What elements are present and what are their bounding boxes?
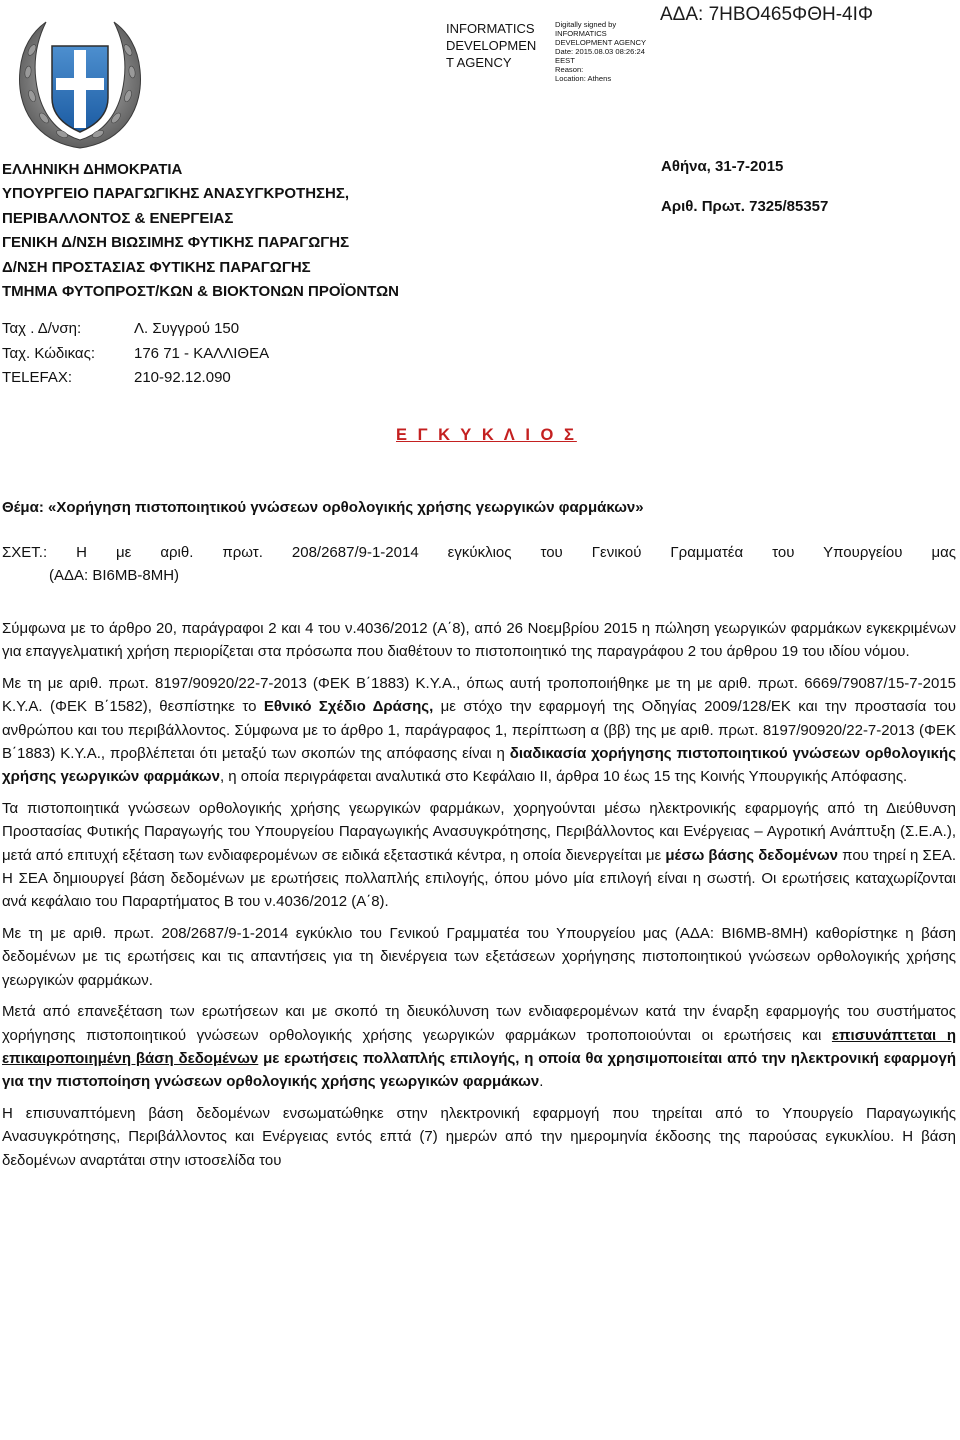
signature-detail-line: EEST (555, 56, 575, 65)
signature-agency-name (446, 20, 556, 71)
signature-detail-line: Reason: (555, 65, 584, 74)
body-paragraph: Σύμφωνα με το άρθρο 20, παράγραφοι 2 και 4 του ν.4036/2012 (Α΄8), από 26 Νοεμβρίου 2015 η πώληση γεωργικών φαρμάκων εγκεκριμένων για επαγγελματική χρήση περιορίζεται στα πρόσωπα που διαθέτουν το πιστοποιητικό της παραγράφου 2 του άρθρου 19 του ιδίου νόμου. (2, 620, 956, 661)
bold-underlined-text: επισυνάπτεται η επικαιροποιημένη βάση δεδομένων (2, 1026, 956, 1067)
signature-agency-line: DEVELOPMEN (446, 38, 537, 53)
issuer-line: Δ/ΝΣΗ ΠΡΟΣΤΑΣΙΑΣ ΦΥΤΙΚΗΣ ΠΑΡΑΓΩΓΗΣ (2, 258, 311, 276)
text-run: Μετά από επανεξέταση των ερωτήσεων και με σκοπό τη διευκόλυνση των ενδιαφερομένων κατά την έναρξη εφαρμογής του συστήματος χορήγησης πιστοποιητικού γνώσεων ορθολογικής χρήσης γεωργικών φαρμάκων τροποποιούνται οι ερωτήσεις και (2, 1003, 956, 1044)
bold-text: με ερωτήσεις πολλαπλής επιλογής, η οποία θα χρησιμοποιείται από την ηλεκτρονική εφαρμογή για την πιστοποίηση γνώσεων ορθολογικής χρήσης γεωργικών φαρμάκων (2, 1049, 956, 1091)
text-run: με στόχο την εφαρμογή της Οδηγίας 2009/128/ΕΚ και την προστασία του ανθρώπου και του περιβάλλοντος. Σύμφωνα με το άρθρο 1, παράγραφος 1, περίπτωση α (ββ) της με αριθ. πρωτ. 8197/90920/22-7-2013 (ΦΕΚ Β΄1883) Κ.Υ.Α., προβλέπεται ότι μεταξύ των σκοπών της απόφασης είναι η (2, 698, 956, 763)
protocol-number: Αριθ. Πρωτ. 7325/85357 (661, 198, 829, 215)
contact-value: 210-92.12.090 (134, 369, 231, 386)
document-info (661, 158, 828, 215)
document-body (2, 617, 956, 1172)
document-date: Αθήνα, 31-7-2015 (661, 158, 784, 175)
ada-code: ΑΔΑ: 7ΗΒΟ465ΦΘΗ-4ΙΦ (660, 4, 874, 25)
contact-label: Ταχ . Δ/νση: (2, 320, 82, 337)
document-title: Ε Γ Κ Υ Κ Λ Ι Ο Σ (396, 426, 577, 444)
reference-line: (ΑΔΑ: ΒΙ6ΜΒ-8ΜΗ) (49, 567, 180, 584)
issuer-line: ΓΕΝΙΚΗ Δ/ΝΣΗ ΒΙΩΣΙΜΗΣ ΦΥΤΙΚΗΣ ΠΑΡΑΓΩΓΗΣ (2, 234, 350, 252)
reference-block (2, 541, 956, 587)
greek-emblem-icon (6, 10, 154, 158)
issuer-line: ΤΜΗΜΑ ΦΥΤΟΠΡΟΣΤ/ΚΩΝ & ΒΙΟΚΤΟΝΩΝ ΠΡΟΪΟΝΤΩΝ (2, 283, 399, 301)
contact-row (2, 366, 269, 391)
contact-value: 176 71 - ΚΑΛΛΙΘΕΑ (134, 344, 270, 362)
text-run: που τηρεί η ΣΕΑ. Η ΣΕΑ δημιουργεί βάση δεδομένων με ερωτήσεις πολλαπλής επιλογής, όπου μόνο μία επιλογή είναι η σωστή. Οι ερωτήσεις καταχωρίζονται ανά κεφάλαιο του Παραρτήματος Β του ν.4036/2012 (Α΄8). (2, 846, 957, 911)
bold-text: μέσω βάσης δεδομένων (665, 846, 838, 864)
contact-label: Ταχ. Κώδικας: (2, 344, 95, 362)
issuer-line: ΥΠΟΥΡΓΕΙΟ ΠΑΡΑΓΩΓΙΚΗΣ ΑΝΑΣΥΓΚΡΟΤΗΣΗΣ, (2, 185, 350, 203)
signature-detail-line: Date: 2015.08.03 08:26:24 (555, 47, 645, 56)
text-run: Με τη με αριθ. πρωτ. 8197/90920/22-7-2013 (ΦΕΚ Β΄1883) Κ.Υ.Α., όπως αυτή τροποποιήθηκε με τη με αριθ. πρωτ. 6669/79087/15-7-2015 Κ.Υ.Α. (ΦΕΚ Β΄1582), θεσπίστηκε το (2, 674, 956, 716)
signature-detail-line: Digitally signed by (555, 20, 617, 29)
issuer-line: ΠΕΡΙΒΑΛΛΟΝΤΟΣ & ΕΝΕΡΓΕΙΑΣ (2, 209, 234, 227)
contact-row (2, 342, 269, 367)
text-run: . (539, 1073, 544, 1091)
subject-line: Θέμα: «Χορήγηση πιστοποιητικού γνώσεων ορθολογικής χρήσης γεωργικών φαρμάκων» (2, 499, 644, 516)
signature-details (555, 20, 665, 83)
signature-detail-line: DEVELOPMENT AGENCY (555, 38, 647, 47)
signature-detail-line: Location: Athens (555, 74, 612, 83)
body-paragraph: Η επισυναπτόμενη βάση δεδομένων ενσωματώθηκε στην ηλεκτρονική εφαρμογή που τηρείται από το Υπουργείο Παραγωγικής Ανασυγκρότησης, Περιβάλλοντος και Ενέργειας εντός επτά (7) ημερών από την ημερομηνία έκδοσης της παρούσας εγκυκλίου. Η βάση δεδομένων αναρτάται στην ιστοσελίδα του (2, 1104, 956, 1169)
reference-line: ΣΧΕΤ.: Η με αριθ. πρωτ. 208/2687/9-1-2014 εγκύκλιος του Γενικού Γραμματέα του Υπουργείου μας (2, 544, 956, 561)
contact-row (2, 317, 269, 342)
body-paragraph (2, 672, 956, 789)
bold-text: διαδικασία χορήγησης πιστοποιητικού γνώσεων ορθολογικής χρήσης γεωργικών φαρμάκων (2, 745, 956, 786)
body-paragraph: Με τη με αριθ. πρωτ. 208/2687/9-1-2014 εγκύκλιο του Γενικού Γραμματέα του Υπουργείου μας (ΑΔΑ: ΒΙ6ΜΒ-8ΜΗ) καθορίστηκε η βάση δεδομένων με τις ερωτήσεις και τις απαντήσεις για τη διενέργεια των εξετάσεων χορήγησης πιστοποιητικού γνώσεων ορθολογικής χρήσης γεωργικών φαρμάκων. (2, 924, 956, 989)
contact-block (2, 317, 269, 391)
issuer-header (2, 158, 399, 304)
body-paragraph (2, 797, 956, 914)
contact-label: TELEFAX: (2, 369, 73, 386)
signature-detail-line: INFORMATICS (555, 29, 607, 38)
signature-agency-line: T AGENCY (446, 55, 512, 70)
contact-value: Λ. Συγγρού 150 (134, 320, 240, 337)
issuer-line: ΕΛΛΗΝΙΚΗ ΔΗΜΟΚΡΑΤΙΑ (2, 161, 183, 178)
text-run: Τα πιστοποιητικά γνώσεων ορθολογικής χρήσης γεωργικών φαρμάκων, χορηγούνται μέσω ηλεκτρονικής εφαρμογής από τη Διεύθυνση Προστασίας Φυτικής Παραγωγής του Υπουργείου Παραγωγικής Ανασυγκρότησης, Περιβάλλοντος και Ενέργειας – Αγροτική Ανάπτυξη (Σ.Ε.Α.), μετά από επιτυχή εξέταση των ενδιαφερομένων σε ειδικά εξεταστικά κέντρα, η οποία διενεργείται με (2, 799, 956, 864)
text-run: , η οποία περιγράφεται αναλυτικά στο Κεφάλαιο ΙΙ, άρθρα 10 έως 15 της Κοινής Υπουργικής Απόφασης. (219, 768, 908, 786)
body-paragraph (2, 1000, 956, 1094)
bold-text: Εθνικό Σχέδιο Δράσης, (263, 698, 434, 716)
signature-agency-line: INFORMATICS (446, 21, 535, 36)
